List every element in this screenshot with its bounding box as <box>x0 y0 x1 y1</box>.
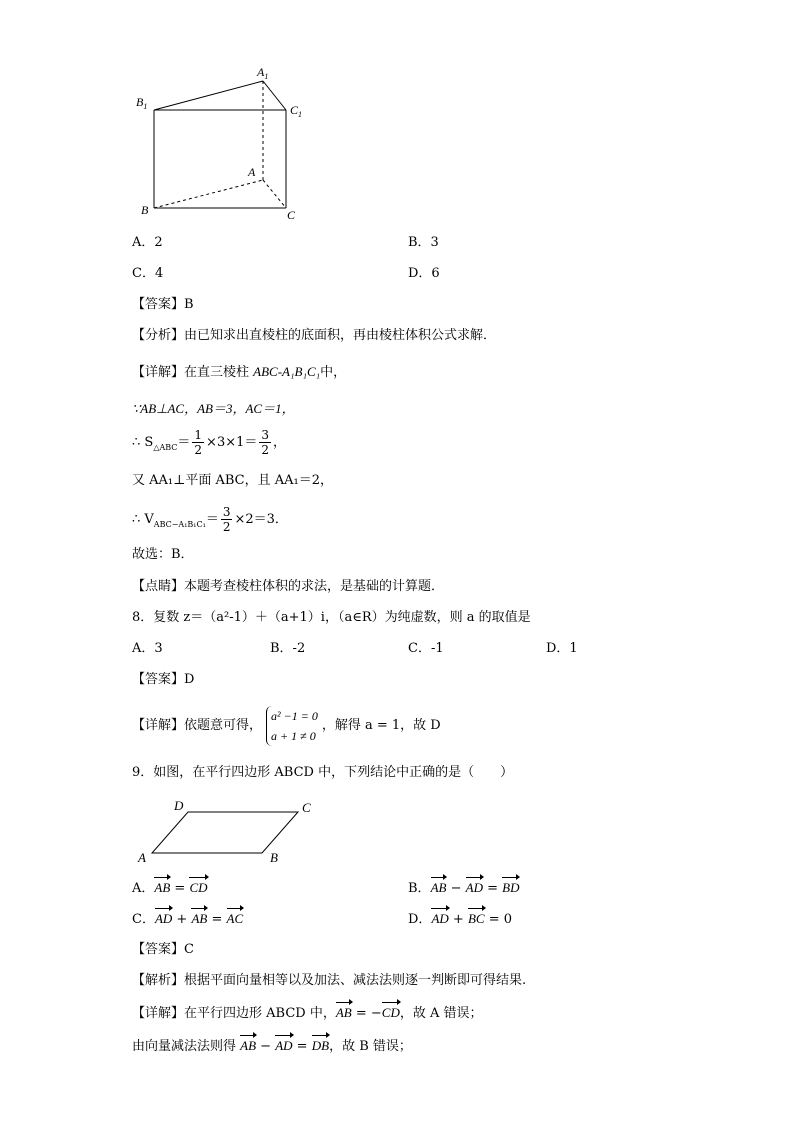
detail-tag: 【详解】 <box>132 365 185 380</box>
label-A: A <box>248 165 256 179</box>
q8-option-c: C．-1 <box>408 641 444 656</box>
q8-answer: 【答案】D <box>132 672 195 687</box>
q9-option-a: A．AB = CD <box>132 880 208 896</box>
fraction: $\frac{1}{2}$ <box>194 428 203 457</box>
comment-tag: 【点睛】 <box>132 579 185 594</box>
comment-text: 本题考查棱柱体积的求法，是基础的计算题． <box>184 579 445 594</box>
q9-detail-line2: 由向量减法法则得 AB − AD = DB，故 B 错误； <box>132 1038 412 1054</box>
answer-value: B <box>184 297 194 312</box>
label-A: A <box>138 850 146 865</box>
q7-option-c: C．4 <box>132 266 164 281</box>
q9-option-b: B．AB − AD = BD <box>408 880 520 896</box>
q9-stem: 9．如图，在平行四边形 ABCD 中，下列结论中正确的是（ ） <box>132 765 514 780</box>
fraction: $\frac{3}{2}$ <box>261 428 270 457</box>
q7-detail: 【详解】在直三棱柱 ABC-A₁B₁C₁中， <box>132 364 347 380</box>
q9-analysis: 【解析】根据平面向量相等以及加法、减法法则逐一判断即可得结果. <box>132 973 527 988</box>
analysis-tag: 【分析】 <box>132 328 185 343</box>
label-C1: $C_1$ <box>290 103 303 119</box>
q7-step1: ∵AB⊥AC，AB＝3，AC＝1， <box>132 401 295 416</box>
analysis-text: 由已知求出直棱柱的底面积，再由棱柱体积公式求解． <box>184 328 497 343</box>
q7-comment <box>132 578 444 596</box>
q7-option-d: D．6 <box>408 266 440 281</box>
q8-detail: 【详解】依题意可得， a² −1 = 0 a + 1 ≠ 0 ，解得 a = 1，故 D <box>132 703 441 749</box>
parallelogram-figure <box>132 796 332 866</box>
answer-tag: 【答案】 <box>132 297 185 312</box>
q9-option-d: D．AD + BC = 0 <box>408 911 513 927</box>
q8-stem: 8．复数 z＝（a²-1）＋（a+1）i，（a∈R）为纯虚数，则 a 的取值是 <box>132 610 531 625</box>
label-B: B <box>141 203 149 217</box>
prism-figure <box>130 62 310 227</box>
q9-detail: 【详解】在平行四边形 ABCD 中，AB = −CD，故 A 错误； <box>132 1005 483 1021</box>
q8-option-d: D．1 <box>546 641 578 656</box>
q9-answer: 【答案】C <box>132 942 194 957</box>
q7-analysis <box>132 327 496 345</box>
q7-option-b: B．3 <box>408 235 439 250</box>
label-C: C <box>302 800 311 815</box>
q7-step2: ∴ $S_{\triangle ABC}=$ $\frac{1}{2}$ ×3×1＝ $\frac{3}{2}$ ， <box>132 428 287 457</box>
label-D: D <box>174 798 184 813</box>
q7-conclusion: 故选：B． <box>132 547 194 562</box>
q7-step4: ∴ $V_{ABC-A_1B_1C_1}=$ $\frac{3}{2}$ ×2＝3． <box>132 505 288 534</box>
q7-answer <box>132 296 194 314</box>
label-B: B <box>270 850 278 865</box>
q7-step3: 又 AA₁⊥平面 ABC，且 AA₁＝2， <box>132 473 333 488</box>
prism-name: ABC-A₁B₁C₁ <box>253 364 321 379</box>
q8-option-a: A．3 <box>132 641 163 656</box>
detail-text: 在直三棱柱 <box>184 365 250 380</box>
q7-option-a: A．2 <box>132 235 163 250</box>
label-B1: $B_1$ <box>136 95 148 111</box>
q8-option-b: B．-2 <box>270 641 306 656</box>
equation-system: a² −1 = 0 a + 1 ≠ 0 <box>266 706 318 746</box>
label-A1: $A_1$ <box>257 65 269 81</box>
label-C: C <box>287 208 296 222</box>
fraction: $\frac{3}{2}$ <box>222 505 231 534</box>
q9-option-c: C．AD + AB = AC <box>132 911 244 927</box>
